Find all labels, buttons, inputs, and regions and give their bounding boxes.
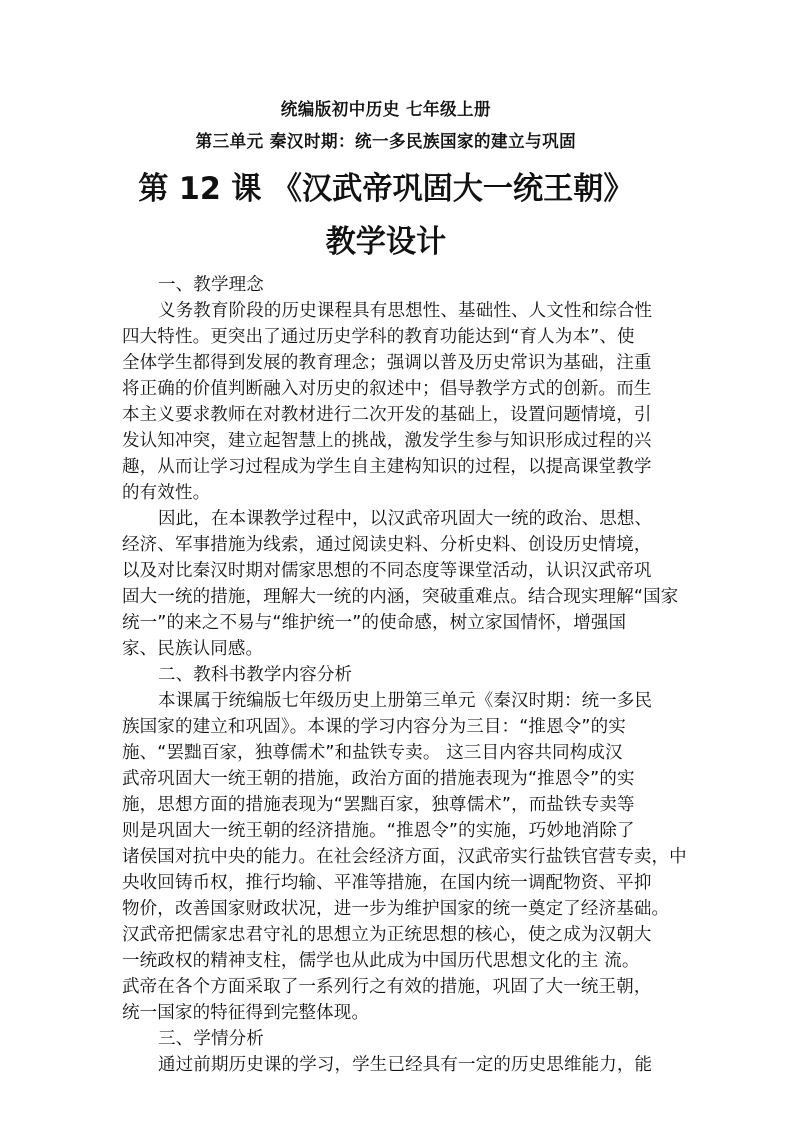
paragraph-line: 统一国家的特征得到完整体现。 (122, 1003, 370, 1023)
paragraph-line: 义务教育阶段的历史课程具有思想性、基础性、人文性和综合性 (158, 301, 653, 321)
paragraph-line: 固大一统的措施，理解大一统的内涵，突破重难点。结合现实理解“国家 (122, 587, 679, 607)
paragraph-line: 四大特性。更突出了通过历史学科的教育功能达到“育人为本”、使 (122, 327, 635, 347)
textbook-header: 统编版初中历史 七年级上册 (280, 100, 492, 120)
paragraph-line: 趣，从而让学习过程成为学生自主建构知识的过程，以提高课堂教学 (122, 457, 652, 477)
paragraph-line: 施，思想方面的措施表现为“罢黜百家，独尊儒术”，而盐铁专卖等 (122, 795, 635, 815)
paragraph-line: 武帝在各个方面采取了一系列行之有效的措施，巩固了大一统王朝， (122, 977, 652, 997)
paragraph-line: 一统政权的精神支柱，儒学也从此成为中国历代思想文化的主 流。 (122, 951, 640, 971)
paragraph-line: 汉武帝把儒家忠君守礼的思想立为正统思想的核心，使之成为汉朝大 (122, 925, 652, 945)
paragraph-line: 本主义要求教师在对教材进行二次开发的基础上，设置问题情境，引 (122, 405, 652, 425)
paragraph-line: 全体学生都得到发展的教育理念；强调以普及历史常识为基础，注重 (122, 353, 652, 373)
paragraph-line: 武帝巩固大一统王朝的措施，政治方面的措施表现为“推恩令”的实 (122, 769, 635, 789)
paragraph-line: 通过前期历史课的学习，学生已经具有一定的历史思维能力，能 (158, 1055, 653, 1075)
paragraph-line: 的有效性。 (122, 483, 211, 503)
paragraph-line: 物价，改善国家财政状况，进一步为维护国家的统一奠定了经济基础。 (122, 899, 670, 919)
section-heading-1: 一、教学理念 (158, 275, 264, 295)
paragraph-line: 发认知冲突，建立起智慧上的挑战，激发学生参与知识形成过程的兴 (122, 431, 652, 451)
paragraph-line: 则是巩固大一统王朝的经济措施。“推恩令”的实施，巧妙地消除了 (122, 821, 635, 841)
section-heading-3: 三、学情分析 (158, 1029, 264, 1049)
section-heading-2: 二、教科书教学内容分析 (158, 665, 353, 685)
paragraph-line: 本课属于统编版七年级历史上册第三单元《秦汉时期：统一多民 (158, 691, 653, 711)
unit-header: 第三单元 秦汉时期：统一多民族国家的建立与巩固 (195, 132, 577, 152)
paragraph-line: 统一”的来之不易与“维护统一”的使命感，树立家国情怀，增强国 (122, 613, 627, 633)
paragraph-line: 央收回铸币权，推行均输、平准等措施，在国内统一调配物资、平抑 (122, 873, 652, 893)
paragraph-line: 经济、军事措施为线索，通过阅读史料、分析史料、创设历史情境， (122, 535, 652, 555)
lesson-title: 第 12 课 《汉武帝巩固大一统王朝》 (138, 171, 634, 207)
paragraph-line: 家、民族认同感。 (122, 639, 264, 659)
paragraph-line: 因此，在本课教学过程中，以汉武帝巩固大一统的政治、思想、 (158, 509, 653, 529)
paragraph-line: 族国家的建立和巩固》。本课的学习内容分为三目：“推恩令”的实 (122, 717, 626, 737)
paragraph-line: 施、“罢黜百家，独尊儒术”和盐铁专卖。 这三目内容共同构成汉 (122, 743, 623, 763)
paragraph-line: 诸侯国对抗中央的能力。在社会经济方面，汉武帝实行盐铁官营专卖，中 (122, 847, 687, 867)
design-title: 教学设计 (325, 224, 447, 260)
paragraph-line: 将正确的价值判断融入对历史的叙述中；倡导教学方式的创新。而生 (122, 379, 652, 399)
paragraph-line: 以及对比秦汉时期对儒家思想的不同态度等课堂活动，认识汉武帝巩 (122, 561, 652, 581)
